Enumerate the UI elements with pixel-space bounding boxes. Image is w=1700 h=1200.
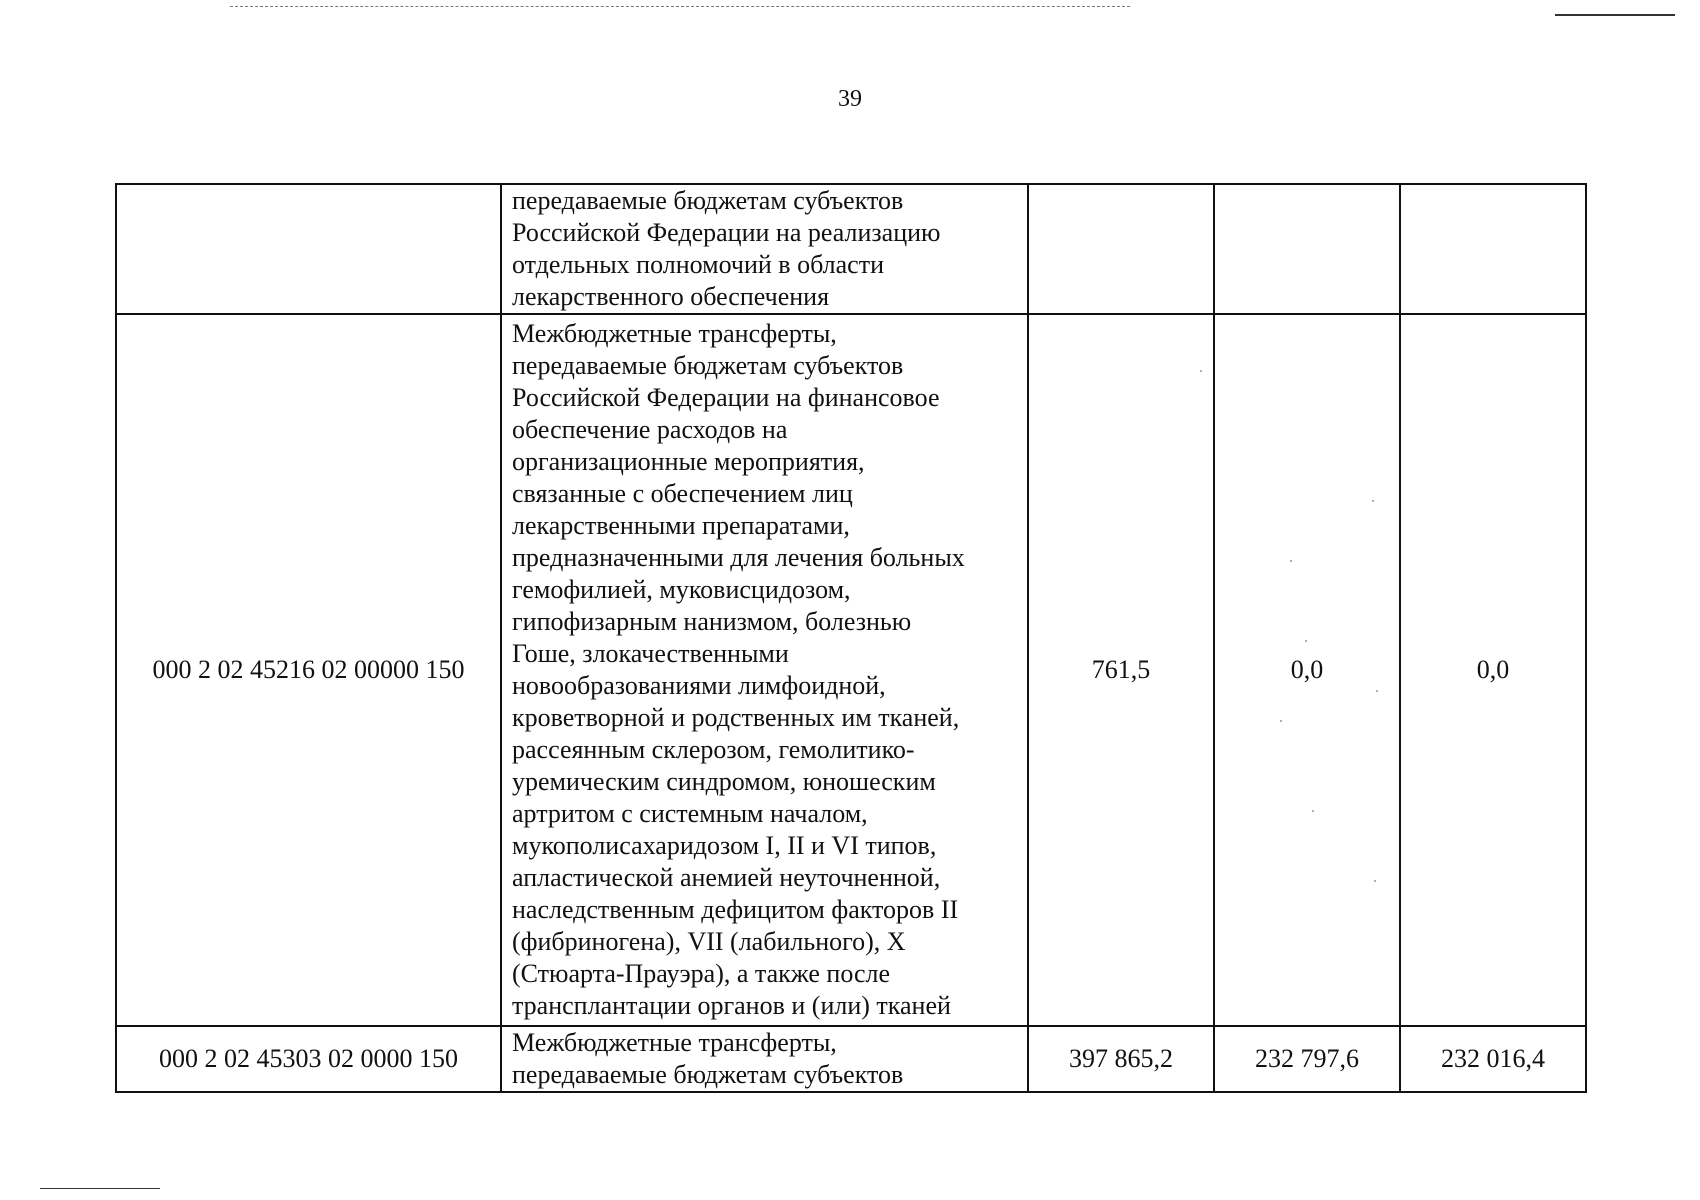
description-line: передаваемые бюджетам субъектов [512, 186, 904, 215]
description-line: связанные с обеспечением лиц [512, 479, 853, 508]
table-row [116, 314, 1586, 1026]
row-value-2: 0,0 [1214, 314, 1400, 1026]
description-line: отдельных полномочий в области [512, 250, 884, 279]
description-line: Межбюджетные трансферты, [512, 319, 837, 348]
description-line: рассеянным склерозом, гемолитико- [512, 735, 915, 764]
table-row [116, 184, 1586, 314]
scan-artifact-bottom-left [40, 1188, 160, 1189]
description-line: Российской Федерации на финансовое [512, 383, 940, 412]
description-line: лекарственными препаратами, [512, 511, 850, 540]
scan-speckle [1305, 640, 1307, 642]
scan-speckle [1372, 500, 1374, 502]
description-line: (Стюарта-Прауэра), а также после [512, 959, 891, 988]
description-line: передаваемые бюджетам субъектов [512, 1060, 904, 1089]
row-code [116, 184, 501, 314]
budget-table [115, 183, 1587, 1093]
row-code: 000 2 02 45216 02 00000 150 [116, 314, 501, 1026]
row-description [501, 314, 1028, 1026]
scan-speckle [1376, 690, 1378, 692]
scan-speckle [1290, 560, 1292, 562]
description-line: обеспечение расходов на [512, 415, 788, 444]
description-line: трансплантации органов и (или) тканей [512, 991, 951, 1020]
row-value-2 [1214, 184, 1400, 314]
description-line: гипофизарным нанизмом, болезнью [512, 607, 912, 636]
description-line: предназначенными для лечения больных [512, 543, 965, 572]
table-row [116, 1026, 1586, 1092]
row-value-2: 232 797,6 [1214, 1026, 1400, 1092]
row-value-3: 232 016,4 [1400, 1026, 1586, 1092]
description-line: мукополисахаридозом I, II и VI типов, [512, 831, 937, 860]
row-value-1: 761,5 [1028, 314, 1214, 1026]
description-line: организационные мероприятия, [512, 447, 865, 476]
description-line: кроветворной и родственных им тканей, [512, 703, 960, 732]
scan-speckle [1280, 720, 1282, 722]
description-line: передаваемые бюджетам субъектов [512, 351, 904, 380]
description-line: Гоше, злокачественными [512, 639, 789, 668]
scan-speckle [1200, 370, 1202, 372]
description-line: (фибриногена), VII (лабильного), X [512, 927, 906, 956]
description-line: наследственным дефицитом факторов II [512, 895, 959, 924]
description-line: гемофилией, муковисцидозом, [512, 575, 851, 604]
page-number: 39 [838, 86, 862, 112]
row-value-3: 0,0 [1400, 314, 1586, 1026]
scan-artifact-top-right [1555, 14, 1675, 16]
row-description [501, 184, 1028, 314]
scan-speckle [1374, 880, 1376, 882]
row-description [501, 1026, 1028, 1092]
row-value-1 [1028, 184, 1214, 314]
description-line: новообразованиями лимфоидной, [512, 671, 886, 700]
row-value-1: 397 865,2 [1028, 1026, 1214, 1092]
description-line: апластической анемией неуточненной, [512, 863, 941, 892]
scan-speckle [1312, 810, 1314, 812]
row-value-3 [1400, 184, 1586, 314]
row-code: 000 2 02 45303 02 0000 150 [116, 1026, 501, 1092]
description-line: артритом с системным началом, [512, 799, 868, 828]
scan-artifact-top [230, 6, 1130, 7]
description-line: Межбюджетные трансферты, [512, 1028, 837, 1057]
description-line: уремическим синдромом, юношеским [512, 767, 936, 796]
description-line: Российской Федерации на реализацию [512, 218, 941, 247]
description-line: лекарственного обеспечения [512, 282, 830, 311]
